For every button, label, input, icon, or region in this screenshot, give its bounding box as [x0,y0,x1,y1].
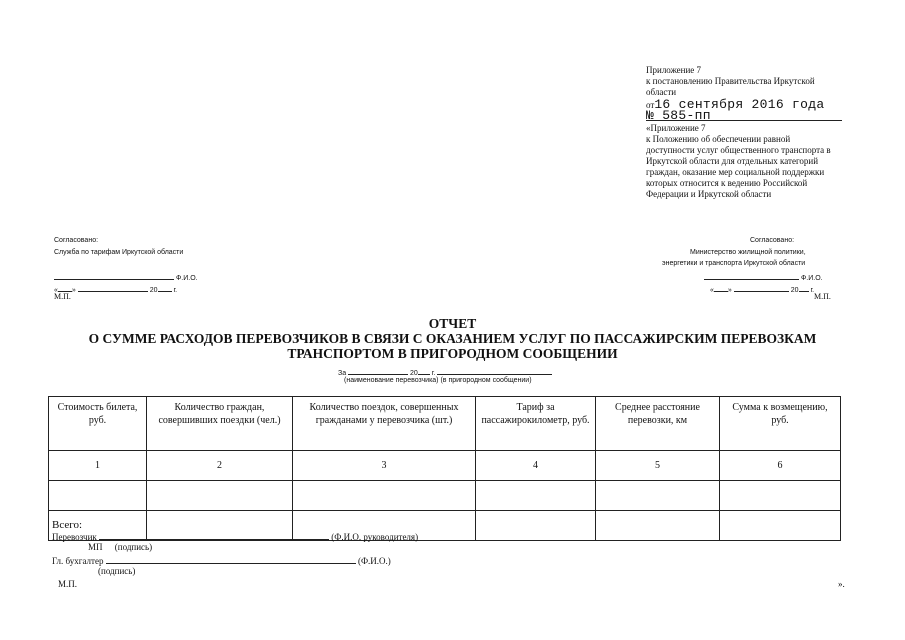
left-approval-date [54,282,177,295]
closing-quote: ». [838,579,845,589]
right-approval-stamp: М.П. [814,292,831,301]
left-approval-title: Согласовано: [54,237,99,244]
year-line [799,282,809,292]
left-approval-org: Служба по тарифам Иркутской области [54,249,184,256]
year-suffix: г. [173,287,178,294]
appendix-line: Приложение 7 [646,65,702,75]
table-header-row [49,397,841,451]
bottom-stamp: М.П. [58,579,78,589]
column-header: Сумма к возмещению, руб. [720,397,841,451]
column-header: Стоимость билета, руб. [49,397,147,451]
month-line [78,282,148,292]
period-year-line [418,365,430,375]
carrier-label: Перевозчик [52,532,97,542]
report-title [0,316,905,361]
appendix-line: граждан, оказание мер социальной поддержки [646,167,825,177]
period-prefix: За [338,370,347,377]
title-line: ОТЧЕТ [428,316,477,331]
appendix-line: Иркутской области для отдельных категорий [646,156,819,166]
date-close-quote: » [71,287,76,294]
appendix-date-prefix: от [646,100,655,110]
table-row [49,481,841,511]
table-cell [293,481,476,511]
year-line [158,282,172,292]
appendix-line: «Приложение 7 [646,123,706,133]
period-month-line [348,365,408,375]
appendix-block [646,65,851,200]
appendix-number-underline [646,120,842,121]
column-header: Тариф за пассажирокилометр, руб. [476,397,596,451]
appendix-line: к Положению об обеспечении равной [646,134,791,144]
year-prefix: 20 [149,287,158,294]
accountant-label: Гл. бухгалтер [52,556,104,566]
day-line [58,282,72,292]
carrier-caption: (Ф.И.О. руководителя) [331,532,419,542]
column-header: Количество граждан, совершивших поездки (чел.) [147,397,293,451]
column-number: 3 [293,451,476,481]
table-cell [147,481,293,511]
year-prefix: 20 [790,287,799,294]
right-approval-org1: Министерство жилищной политики, [690,249,806,256]
signature-line [54,270,174,280]
column-header: Среднее расстояние перевозки, км [596,397,720,451]
left-approval-stamp: М.П. [54,292,71,301]
appendix-line: к постановлению Правительства Иркутской [646,76,815,86]
appendix-line: Федерации и Иркутской области [646,189,772,199]
table-cell [476,481,596,511]
column-number: 2 [147,451,293,481]
date-open-quote: « [710,287,714,294]
month-line [734,282,789,292]
appendix-line: области [646,87,677,97]
report-table [48,396,841,541]
right-approval-title: Согласовано: [750,237,795,244]
signature-line [704,270,799,280]
title-line: ТРАНСПОРТОМ В ПРИГОРОДНОМ СООБЩЕНИИ [287,346,618,361]
carrier-stamp: МП [88,542,103,552]
table-cell [720,481,841,511]
table-cell [720,511,841,541]
date-open-quote: « [54,287,58,294]
day-line [714,282,728,292]
table-cell [596,511,720,541]
accountant-line [106,554,356,564]
carrier-signature-caption: (подпись) [114,542,153,552]
table-numbering-row [49,451,841,481]
appendix-date: 16 сентября 2016 года [654,97,825,112]
column-header: Количество поездок, совершенных гражданами у перевозчика (шт.) [293,397,476,451]
appendix-line: которых относится к ведению Российской [646,178,808,188]
period-year-suffix: г. [431,370,436,377]
table-cell [476,511,596,541]
column-number: 5 [596,451,720,481]
period-caption: (наименование перевозчика) (в пригородном сообщении) [344,377,532,384]
right-approval-fio: Ф.И.О. [800,275,823,282]
table-cell [596,481,720,511]
column-number: 4 [476,451,596,481]
accountant-signature-caption: (подпись) [98,566,136,576]
table-cell [49,481,147,511]
period-year: 20 [410,370,418,377]
carrier-line [99,530,329,540]
carrier-name-line [437,365,552,375]
appendix-line: доступности услуг общественного транспорта в [646,145,831,155]
column-number: 6 [720,451,841,481]
column-number: 1 [49,451,147,481]
total-label: Всего: [49,511,147,541]
appendix-number: № 585-пп [646,108,711,123]
left-approval-fio: Ф.И.О. [175,275,198,282]
title-line: О СУММЕ РАСХОДОВ ПЕРЕВОЗЧИКОВ В СВЯЗИ С ОКАЗАНИЕМ УСЛУГ ПО ПАССАЖИРСКИМ ПЕРЕВОЗКАМ [88,331,817,346]
carrier-stamp-row [88,542,152,553]
accountant-caption: (Ф.И.О.) [357,556,391,566]
right-approval-org2: энергетики и транспорта Иркутской области [662,260,806,267]
date-close-quote: » [727,287,732,294]
year-suffix: г. [810,287,815,294]
right-approval-date [710,282,814,295]
